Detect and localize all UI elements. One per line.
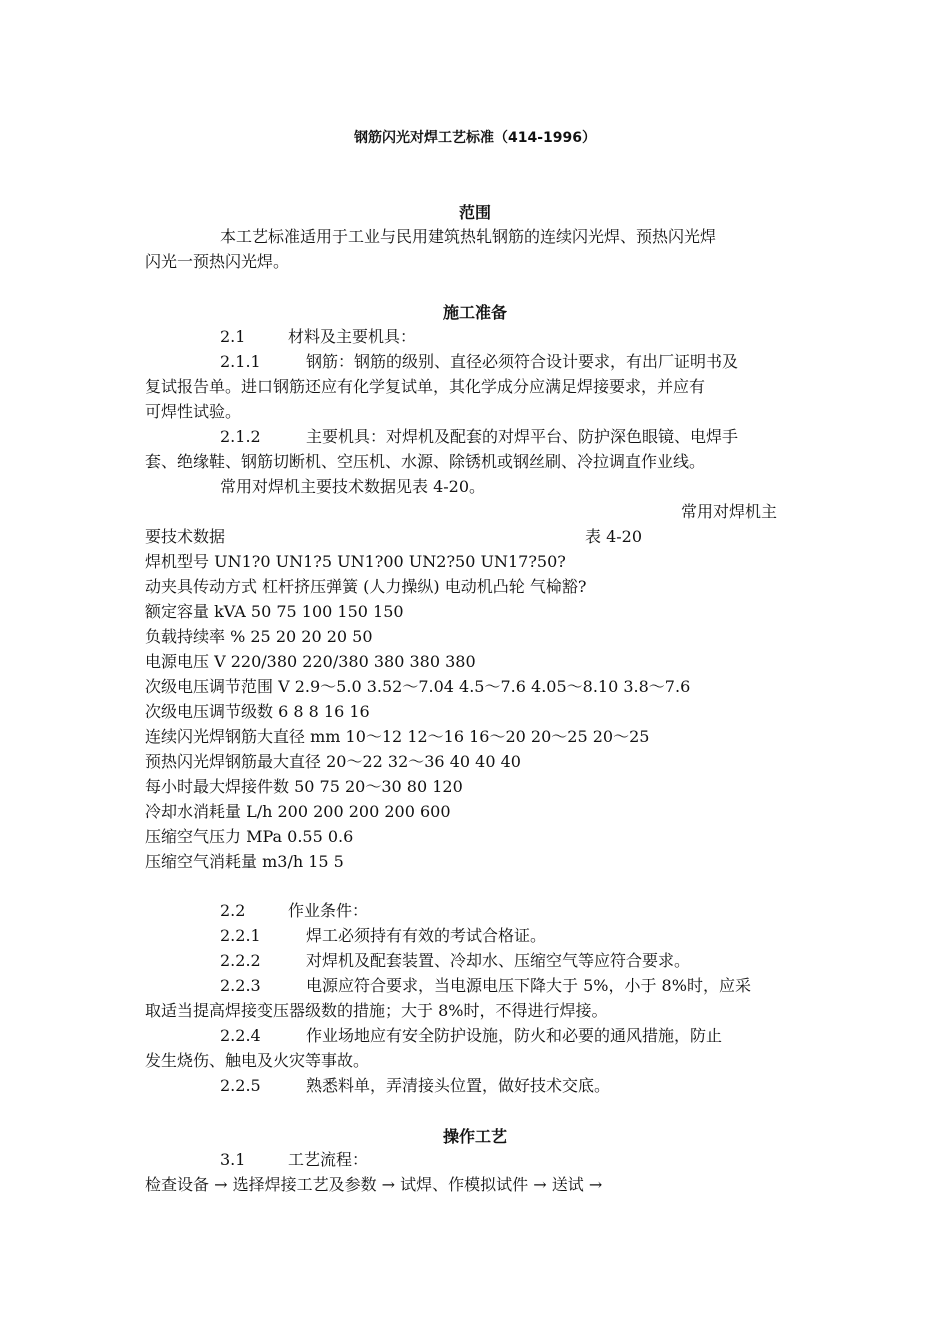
table-caption: 常用对焊机主 xyxy=(681,502,778,521)
clause-text-line: 套、绝缘鞋、钢筋切断机、空压机、水源、除锈机或钢丝刷、冷拉调直作业线。 xyxy=(145,452,706,471)
ops-heading: 操作工艺 xyxy=(442,1127,507,1146)
clause-text-line: 复试报告单。进口钢筋还应有化学复试单，其化学成分应满足焊接要求，并应有 xyxy=(145,377,706,396)
clause-text-line: 常用对焊机主要技术数据见表 4-20。 xyxy=(220,477,486,496)
clause-2-1-1 xyxy=(220,351,738,373)
clause-2-1 xyxy=(220,326,416,348)
document-title: 钢筋闪光对焊工艺标准（414-1996） xyxy=(354,130,596,146)
clause-number: 2.2.1 xyxy=(220,926,261,945)
table-row: 次级电压调节级数 6 8 8 16 16 xyxy=(145,702,370,721)
clause-2-2-4 xyxy=(220,1025,722,1047)
clause-number: 2.1.2 xyxy=(220,427,261,446)
clause-text: 工艺流程： xyxy=(288,1150,369,1169)
table-row: 负载持续率 % 25 20 20 20 50 xyxy=(145,627,373,646)
clause-2-1-2 xyxy=(220,426,738,448)
table-row: 焊机型号 UN1?0 UN1?5 UN1?00 UN2?50 UN17?50? xyxy=(145,552,566,571)
process-flow: 检查设备 → 选择焊接工艺及参数 → 试焊、作模拟试件 → 送试 → xyxy=(145,1175,603,1194)
table-row: 预热闪光焊钢筋最大直径 20～22 32～36 40 40 40 xyxy=(145,752,521,771)
table-row: 每小时最大焊接件数 50 75 20～30 80 120 xyxy=(145,777,463,796)
table-row: 动夹具传动方式 杠杆挤压弹簧 (人力操纵) 电动机凸轮 气椧豁? xyxy=(145,577,587,596)
clause-text: 电源应符合要求，当电源电压下降大于 5%，小于 8%时，应采 xyxy=(306,976,751,995)
clause-text-line: 取适当提高焊接变压器级数的措施；大于 8%时，不得进行焊接。 xyxy=(145,1001,608,1020)
clause-3-1 xyxy=(220,1149,368,1171)
clause-number: 2.1.1 xyxy=(220,352,261,371)
clause-number: 2.1 xyxy=(220,327,246,346)
table-row: 额定容量 kVA 50 75 100 150 150 xyxy=(145,602,404,621)
clause-text: 材料及主要机具： xyxy=(288,327,417,346)
table-row: 电源电压 V 220/380 220/380 380 380 380 xyxy=(145,652,476,671)
table-row: 次级电压调节范围 V 2.9～5.0 3.52～7.04 4.5～7.6 4.05～8.10 3.8～7.6 xyxy=(145,677,691,696)
table-caption: 要技术数据 xyxy=(145,527,226,546)
clause-number: 2.2.5 xyxy=(220,1076,261,1095)
table-number: 表 4-20 xyxy=(585,527,643,546)
clause-2-2-2 xyxy=(220,950,690,972)
clause-text: 对焊机及配套装置、冷却水、压缩空气等应符合要求。 xyxy=(306,951,691,970)
table-row: 压缩空气消耗量 m3/h 15 5 xyxy=(145,852,344,871)
clause-2-2-1 xyxy=(220,925,546,947)
clause-number: 2.2.4 xyxy=(220,1026,261,1045)
clause-text-line: 发生烧伤、触电及火灾等事故。 xyxy=(145,1051,370,1070)
clause-2-2-5 xyxy=(220,1075,610,1097)
clause-number: 2.2 xyxy=(220,901,246,920)
scope-paragraph-line: 闪光一预热闪光焊。 xyxy=(145,252,290,271)
prep-heading: 施工准备 xyxy=(442,303,507,322)
clause-text: 主要机具：对焊机及配套的对焊平台、防护深色眼镜、电焊手 xyxy=(306,427,739,446)
clause-text-line: 可焊性试验。 xyxy=(145,402,242,421)
table-row: 压缩空气压力 MPa 0.55 0.6 xyxy=(145,827,354,846)
clause-text: 钢筋：钢筋的级别、直径必须符合设计要求，有出厂证明书及 xyxy=(306,352,739,371)
table-row: 连续闪光焊钢筋大直径 mm 10～12 12～16 16～20 20～25 20～25 xyxy=(145,727,650,746)
clause-text: 作业场地应有安全防护设施，防火和必要的通风措施，防止 xyxy=(306,1026,723,1045)
clause-number: 2.2.3 xyxy=(220,976,261,995)
clause-number: 2.2.2 xyxy=(220,951,261,970)
clause-text: 作业条件： xyxy=(288,901,369,920)
clause-text: 焊工必须持有有效的考试合格证。 xyxy=(306,926,547,945)
clause-text: 熟悉料单，弄清接头位置，做好技术交底。 xyxy=(306,1076,611,1095)
clause-2-2 xyxy=(220,900,368,922)
clause-2-2-3 xyxy=(220,975,751,997)
scope-paragraph-line: 本工艺标准适用于工业与民用建筑热轧钢筋的连续闪光焊、预热闪光焊 xyxy=(220,227,717,246)
clause-number: 3.1 xyxy=(220,1150,246,1169)
table-row: 冷却水消耗量 L/h 200 200 200 200 600 xyxy=(145,802,451,821)
scope-heading: 范围 xyxy=(458,203,491,222)
